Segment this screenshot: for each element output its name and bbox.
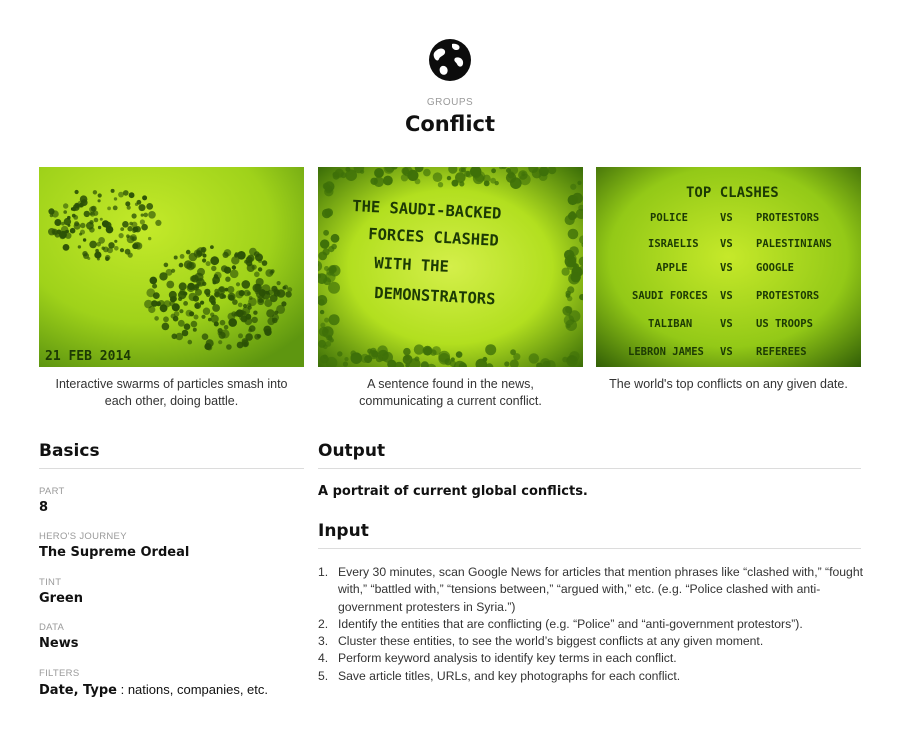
clash-vs: VS <box>720 318 733 330</box>
caption: The world's top conflicts on any given date. <box>609 377 848 391</box>
clash-left: POLICE <box>650 212 688 224</box>
clash-left: APPLE <box>656 262 688 274</box>
globe-logo-icon <box>428 38 472 82</box>
input-heading: Input <box>318 521 369 541</box>
top-clashes-painting <box>596 167 861 367</box>
list-item <box>318 650 866 667</box>
part-label: PART <box>39 486 65 497</box>
caption: A sentence found in the news, communicating a current conflict. <box>359 377 542 408</box>
heros-journey-value: The Supreme Ordeal <box>39 545 190 560</box>
list-item <box>318 616 866 633</box>
sentence-line: DEMONSTRATORS <box>373 284 496 309</box>
step-number: 3. <box>318 634 329 649</box>
clash-right: PALESTINIANS <box>756 238 832 250</box>
clash-vs: VS <box>720 290 733 302</box>
clash-left: TALIBAN <box>648 318 693 330</box>
list-item <box>318 564 866 616</box>
clash-vs: VS <box>720 346 733 358</box>
clashes-title: TOP CLASHES <box>686 185 779 201</box>
sentence-line: THE SAUDI-BACKED <box>351 197 502 223</box>
clash-right: PROTESTORS <box>756 290 820 302</box>
list-item <box>318 668 866 685</box>
clash-vs: VS <box>720 262 733 274</box>
step-text: Save article titles, URLs, and key photographs for each conflict. <box>338 668 681 683</box>
output-divider <box>318 468 861 469</box>
image-card-swarms <box>39 167 304 410</box>
tint-value: Green <box>39 591 83 606</box>
input-divider <box>318 548 861 549</box>
clash-left: ISRAELIS <box>648 238 699 250</box>
input-steps-list <box>318 564 866 685</box>
basics-heading: Basics <box>39 441 100 461</box>
step-text: Identify the entities that are conflicting (e.g. “Police” and “anti-government protestors”). <box>338 616 803 631</box>
output-heading: Output <box>318 441 386 461</box>
clash-vs: VS <box>720 238 733 250</box>
swarm-painting <box>39 167 304 367</box>
step-text: Every 30 minutes, scan Google News for articles that mention phrases like “clashed with,” “fought with,” “battled with,” “tensions between,” “argued with,” etc. (e.g. “Police clashed with anti-government protesters in Syria.”) <box>338 565 863 614</box>
step-text: Perform keyword analysis to identify key terms in each conflict. <box>338 651 677 666</box>
filters-bold: Date, Type <box>39 683 117 698</box>
clash-right: REFEREES <box>756 346 807 358</box>
tint-label: TINT <box>39 577 62 588</box>
heros-journey-label: HERO'S JOURNEY <box>39 531 127 542</box>
output-text: A portrait of current global conflicts. <box>318 484 588 499</box>
clash-right: US TROOPS <box>756 318 813 330</box>
clash-right: PROTESTORS <box>756 212 820 224</box>
filters-value <box>39 682 268 698</box>
image-card-sentence <box>318 167 583 410</box>
sentence-line: FORCES CLASHED <box>367 225 500 250</box>
image-card-top-clashes <box>596 167 861 393</box>
list-item <box>318 633 866 650</box>
step-number: 5. <box>318 668 329 683</box>
date-overlay: 21 FEB 2014 <box>45 349 132 364</box>
clash-vs: VS <box>720 212 733 224</box>
clash-left: LEBRON JAMES <box>628 346 704 358</box>
sentence-line: WITH THE <box>373 254 450 276</box>
filters-label: FILTERS <box>39 668 80 679</box>
clash-right: GOOGLE <box>756 262 794 274</box>
data-label: DATA <box>39 622 65 633</box>
step-number: 4. <box>318 651 329 666</box>
page-title: Conflict <box>404 112 496 136</box>
clash-left: SAUDI FORCES <box>632 290 708 302</box>
filters-rest: : nations, companies, etc. <box>116 682 269 697</box>
data-value: News <box>39 636 79 651</box>
caption: Interactive swarms of particles smash into each other, doing battle. <box>55 377 288 408</box>
basics-divider <box>39 468 304 469</box>
part-value: 8 <box>39 500 49 515</box>
step-text: Cluster these entities, to see the world’s biggest conflicts at any given moment. <box>338 634 764 649</box>
step-number: 2. <box>318 616 329 631</box>
sentence-painting <box>318 167 583 367</box>
step-number: 1. <box>318 565 329 579</box>
section-eyebrow: GROUPS <box>426 97 474 108</box>
